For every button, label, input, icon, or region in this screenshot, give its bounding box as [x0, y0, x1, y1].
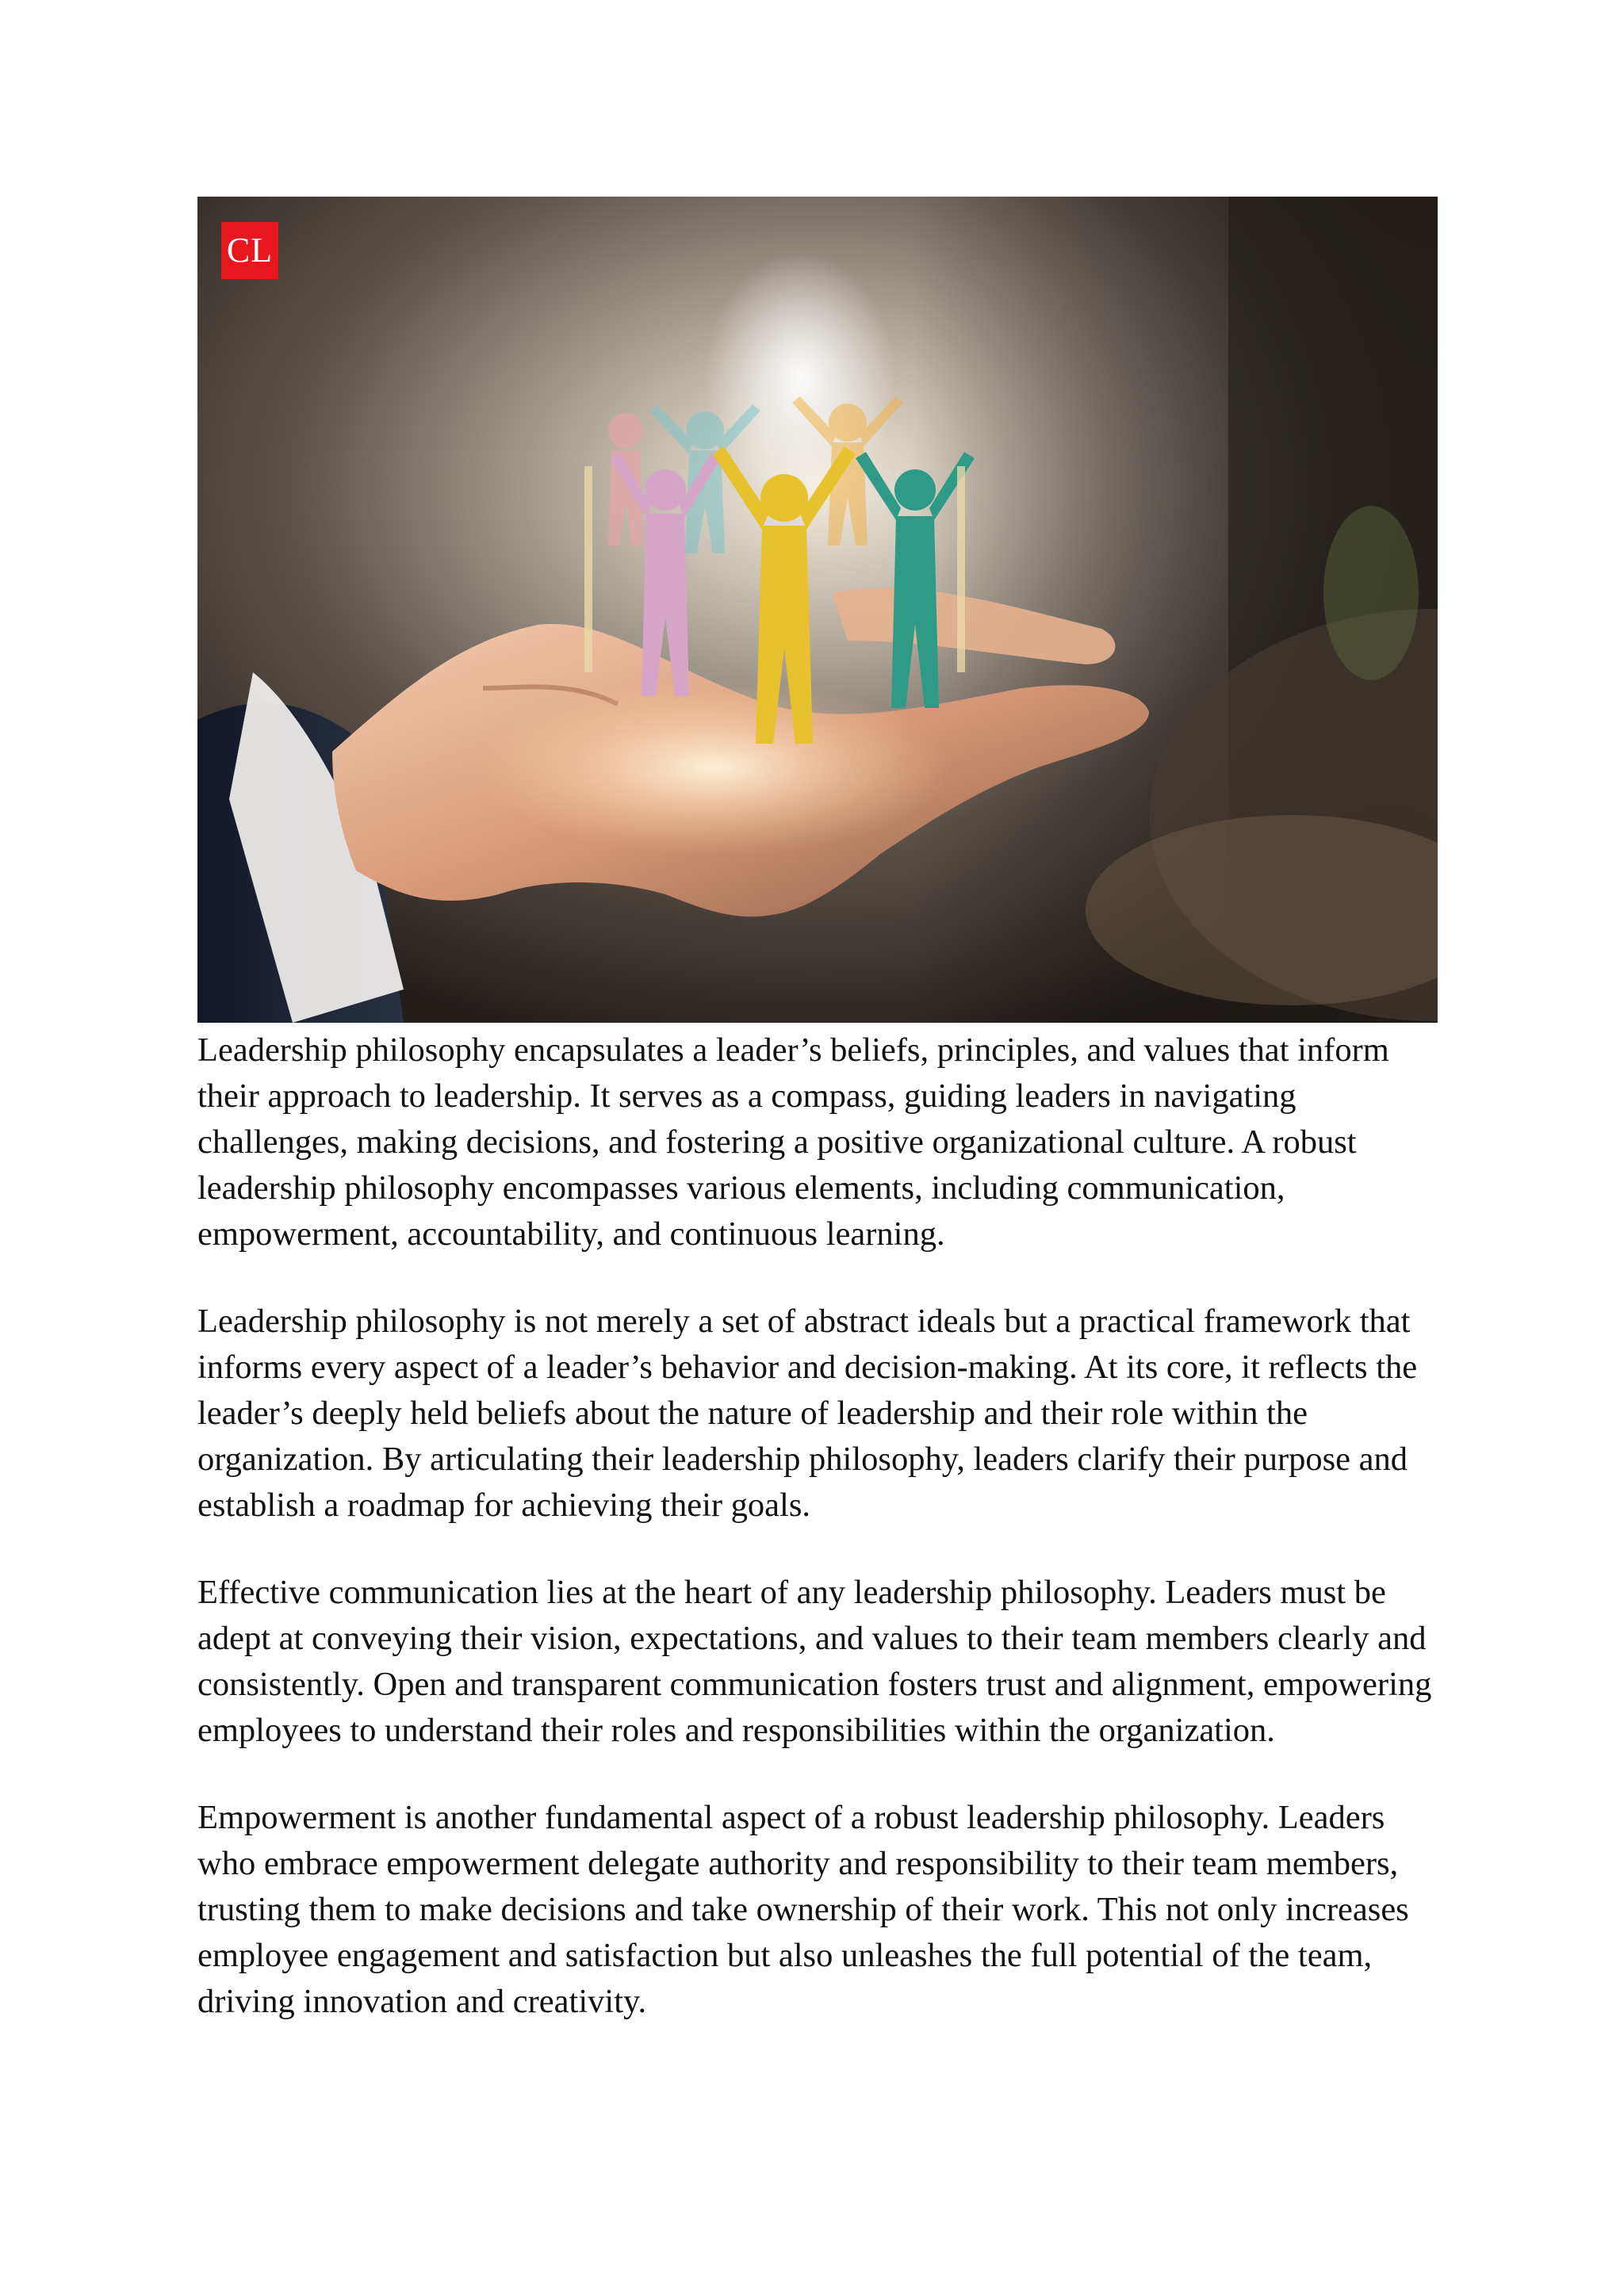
- paragraph-1: Leadership philosophy encapsulates a leader’s beliefs, principles, and values that inform their approach to leadership. It serves as a compass, guiding leaders in navigating challenges, making decisions, and fostering a positive organizational culture. A robust leadership philosophy encompasses various elements, including communication, empowerment, accountability, and continuous learning.: [197, 1031, 1389, 1253]
- hero-image: [197, 197, 1438, 1023]
- hand-holding-paper-people-illustration: [197, 197, 1438, 1023]
- article-body: [197, 1027, 1442, 2066]
- paragraph-4: Empowerment is another fundamental aspect of a robust leadership philosophy. Leaders who embrace empowerment delegate authority and responsibility to their team members, trusting them to make decisions and take ownership of their work. This not only increases employee engagement and satisfaction but also unleashes the full potential of the team, driving innovation and creativity.: [197, 1799, 1409, 2020]
- paragraph-3: Effective communication lies at the heart of any leadership philosophy. Leaders must be adept at conveying their vision, expectations, and values to their team members clearly and consistently. Open and transparent communication fosters trust and alignment, empowering employees to understand their roles and responsibilities within the organization.: [197, 1574, 1432, 1749]
- paragraph-2: Leadership philosophy is not merely a set of abstract ideals but a practical framework that informs every aspect of a leader’s behavior and decision-making. At its core, it reflects the leader’s deeply held beliefs about the nature of leadership and their role within the organization. By articulating their leadership philosophy, leaders clarify their purpose and establish a roadmap for achieving their goals.: [197, 1303, 1418, 1524]
- logo-badge: CL: [221, 222, 278, 279]
